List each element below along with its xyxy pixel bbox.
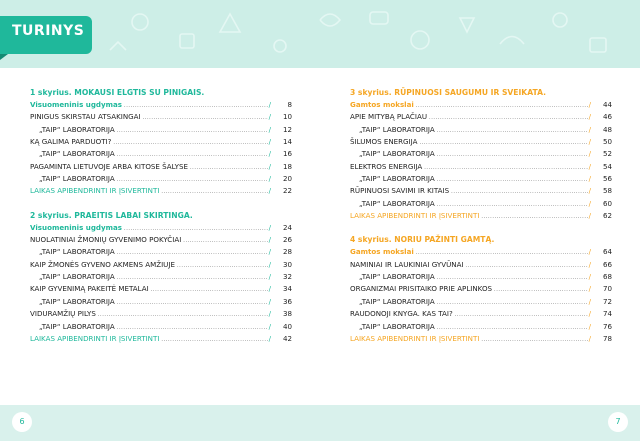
toc-entry-page: 44	[602, 100, 612, 109]
toc-entry-label: VIDURAMŽIŲ PILYS	[30, 309, 96, 319]
toc-entry[interactable]	[30, 283, 292, 295]
toc-entry-label: „TAIP“ LABORATORIJA	[359, 198, 435, 208]
slash-mark: /	[268, 247, 271, 257]
toc-entry-page: 34	[282, 284, 292, 294]
slash-mark: /	[268, 149, 271, 159]
toc-entry-page: 74	[602, 309, 612, 319]
toc-entry[interactable]	[30, 321, 292, 333]
toc-entry[interactable]	[30, 259, 292, 271]
leader-dots	[437, 199, 588, 211]
toc-entry[interactable]	[30, 124, 292, 136]
toc-entry-page: 64	[602, 247, 612, 257]
toc-entry[interactable]	[350, 198, 612, 210]
toc-entry-label: „TAIP“ LABORATORIJA	[39, 124, 115, 134]
toc-entry[interactable]	[350, 246, 612, 258]
toc-entry-page: 20	[282, 174, 292, 184]
toc-entry[interactable]	[30, 173, 292, 185]
toc-entry[interactable]	[30, 185, 292, 197]
chapter-number: 2 skyrius.	[30, 210, 72, 220]
toc-entry-label: Gamtos mokslai	[350, 100, 414, 109]
toc-entry-label: LAIKAS APIBENDRINTI IR ĮSIVERTINTI	[30, 186, 160, 196]
toc-entry-page: 14	[282, 137, 292, 147]
slash-mark: /	[268, 272, 271, 282]
slash-mark: /	[268, 222, 271, 232]
toc-entry-page: 60	[602, 198, 612, 208]
toc-entry[interactable]	[350, 333, 612, 345]
toc-entry-page: 50	[602, 137, 612, 147]
toc-right-column	[350, 87, 612, 357]
leader-dots	[416, 247, 588, 259]
slash-mark: /	[588, 124, 591, 134]
leader-dots	[161, 186, 267, 198]
chapter-number: 1 skyrius.	[30, 88, 72, 97]
slash-mark: /	[268, 186, 271, 196]
leader-dots	[117, 297, 268, 309]
slash-mark: /	[268, 137, 271, 147]
toc-entry-label: RAUDONOJI KNYGA. KAS TAI?	[350, 309, 453, 319]
chapter-number: 4 skyrius.	[350, 235, 392, 245]
slash-mark: /	[588, 186, 591, 196]
slash-mark: /	[268, 235, 271, 245]
leader-dots	[416, 100, 588, 112]
toc-entry[interactable]	[30, 148, 292, 160]
leader-dots	[117, 125, 268, 137]
leader-dots	[429, 112, 588, 124]
toc-entry-page: 78	[602, 333, 612, 343]
toc-entry-label: Gamtos mokslai	[350, 247, 414, 257]
toc-entry[interactable]	[350, 173, 612, 185]
toc-entry-page: 70	[602, 284, 612, 294]
page-title: TURINYS	[12, 23, 85, 39]
toc-entry[interactable]	[350, 111, 612, 123]
toc-entry-page: 12	[282, 124, 292, 134]
toc-entry-page: 18	[282, 161, 292, 171]
toc-entry-label: KAIP ŽMONĖS GYVENO AKMENS AMŽIUJE	[30, 259, 175, 269]
chapter-title: NORIU PAŽINTI GAMTĄ.	[394, 235, 495, 245]
leader-dots	[437, 297, 588, 309]
slash-mark: /	[588, 309, 591, 319]
toc-entry[interactable]	[350, 148, 612, 160]
leader-dots	[98, 309, 268, 321]
leader-dots	[419, 137, 587, 149]
slash-mark: /	[588, 100, 591, 109]
toc-entry-label: „TAIP“ LABORATORIJA	[359, 296, 435, 306]
leader-dots	[437, 322, 588, 334]
slash-mark: /	[268, 296, 271, 306]
toc-entry-label: „TAIP“ LABORATORIJA	[39, 149, 115, 159]
toc-entry-page: 48	[602, 124, 612, 134]
toc-entry[interactable]	[350, 136, 612, 148]
toc-entry-page: 54	[602, 161, 612, 171]
leader-dots	[117, 149, 268, 161]
chapter-2-section	[30, 210, 292, 345]
footer-band	[0, 405, 640, 441]
toc-entry-page: 66	[602, 259, 612, 269]
header-band	[0, 0, 640, 68]
slash-mark: /	[268, 321, 271, 331]
slash-mark: /	[588, 137, 591, 147]
toc-entry-page: 38	[282, 309, 292, 319]
leader-dots	[481, 211, 587, 223]
toc-entry-label: ELEKTROS ENERGIJA	[350, 161, 423, 171]
doodle-pattern-icon	[0, 0, 640, 68]
toc-entry[interactable]	[30, 333, 292, 345]
leader-dots	[424, 162, 587, 174]
leader-dots	[437, 272, 588, 284]
slash-mark: /	[588, 284, 591, 294]
leader-dots	[161, 334, 267, 346]
toc-entry-label: „TAIP“ LABORATORIJA	[359, 321, 435, 331]
toc-entry[interactable]	[30, 296, 292, 308]
leader-dots	[117, 322, 268, 334]
toc-entry-label: LAIKAS APIBENDRINTI IR ĮSIVERTINTI	[350, 333, 480, 343]
toc-entry-page: 30	[282, 259, 292, 269]
slash-mark: /	[268, 174, 271, 184]
chapter-heading	[30, 87, 292, 99]
toc-entry-page: 28	[282, 247, 292, 257]
toc-entry[interactable]	[30, 246, 292, 258]
slash-mark: /	[588, 296, 591, 306]
slash-mark: /	[268, 284, 271, 294]
chapter-4-section	[350, 234, 612, 345]
leader-dots	[183, 235, 267, 247]
toc-entry-page: 68	[602, 272, 612, 282]
chapter-1-section	[30, 87, 292, 198]
toc-entry-label: „TAIP“ LABORATORIJA	[39, 296, 115, 306]
slash-mark: /	[588, 247, 591, 257]
slash-mark: /	[268, 161, 271, 171]
chapter-3-section	[350, 87, 612, 222]
toc-entry[interactable]	[350, 283, 612, 295]
toc-entry[interactable]	[350, 259, 612, 271]
leader-dots	[124, 223, 268, 235]
slash-mark: /	[588, 112, 591, 122]
toc-entry-page: 24	[282, 222, 292, 232]
leader-dots	[437, 125, 588, 137]
chapter-number: 3 skyrius.	[350, 88, 392, 97]
slash-mark: /	[588, 321, 591, 331]
slash-mark: /	[588, 333, 591, 343]
toc-entry-label: KAIP GYVENIMĄ PAKEITĖ METALAI	[30, 284, 149, 294]
slash-mark: /	[268, 100, 271, 109]
toc-entry-label: NUOLATINIAI ŽMONIŲ GYVENIMO POKYČIAI	[30, 235, 182, 245]
toc-entry[interactable]	[30, 234, 292, 246]
leader-dots	[481, 334, 587, 346]
toc-entry[interactable]	[30, 308, 292, 320]
slash-mark: /	[588, 174, 591, 184]
slash-mark: /	[268, 112, 271, 122]
chapter-title: PRAEITIS LABAI SKIRTINGA.	[74, 210, 193, 220]
toc-entry-label: „TAIP“ LABORATORIJA	[39, 174, 115, 184]
toc-entry-page: 26	[282, 235, 292, 245]
toc-entry-page: 72	[602, 296, 612, 306]
chapter-title: RŪPINUOSI SAUGUMU IR SVEIKATA.	[394, 88, 546, 97]
toc-entry-page: 10	[282, 112, 292, 122]
toc-entry-label: PINIGUS SKIRSTAU ATSAKINGAI	[30, 112, 141, 122]
page-number-left: 6	[12, 412, 32, 432]
toc-entry[interactable]	[350, 210, 612, 222]
leader-dots	[190, 162, 268, 174]
toc-entry[interactable]	[30, 111, 292, 123]
toc-entry-label: RŪPINUOSI SAVIMI IR KITAIS	[350, 186, 450, 196]
leader-dots	[437, 174, 588, 186]
slash-mark: /	[268, 333, 271, 343]
toc-entry-label: „TAIP“ LABORATORIJA	[39, 247, 115, 257]
toc-entry-page: 32	[282, 272, 292, 282]
leader-dots	[177, 260, 268, 272]
toc-entry-label: NAMINIAI IR LAUKINIAI GYVŪNAI	[350, 259, 464, 269]
toc-entry-label: ŠILUMOS ENERGIJA	[350, 137, 418, 147]
toc-entry-label: LAIKAS APIBENDRINTI IR ĮSIVERTINTI	[30, 333, 160, 343]
toc-entry-label: ORGANIZMAI PRISITAIKO PRIE APLINKOS	[350, 284, 493, 294]
toc-entry-label: „TAIP“ LABORATORIJA	[359, 174, 435, 184]
toc-entry[interactable]	[30, 161, 292, 173]
toc-entry-label: „TAIP“ LABORATORIJA	[359, 124, 435, 134]
toc-entry[interactable]	[350, 321, 612, 333]
leader-dots	[113, 137, 267, 149]
toc-entry-label: „TAIP“ LABORATORIJA	[39, 272, 115, 282]
slash-mark: /	[268, 259, 271, 269]
chapter-heading	[30, 210, 292, 222]
toc-entry-page: 56	[602, 174, 612, 184]
toc-entry[interactable]	[350, 296, 612, 308]
leader-dots	[124, 100, 268, 112]
toc-entry[interactable]	[350, 308, 612, 320]
toc-entry-page: 8	[287, 100, 292, 109]
leader-dots	[466, 260, 588, 272]
toc-entry-page: 58	[602, 186, 612, 196]
leader-dots	[117, 272, 268, 284]
slash-mark: /	[588, 149, 591, 159]
toc-entry[interactable]	[30, 136, 292, 148]
leader-dots	[143, 112, 268, 124]
toc-entry-page: 62	[602, 211, 612, 221]
toc-entry[interactable]	[350, 99, 612, 111]
toc-left-column	[30, 87, 292, 357]
toc-entry[interactable]	[350, 185, 612, 197]
chapter-heading	[350, 87, 612, 99]
leader-dots	[494, 284, 588, 296]
leader-dots	[437, 149, 588, 161]
toc-entry-label: LAIKAS APIBENDRINTI IR ĮSIVERTINTI	[350, 211, 480, 221]
slash-mark: /	[588, 198, 591, 208]
toc-entry-label: APIE MITYBĄ PLAČIAU	[350, 112, 428, 122]
leader-dots	[455, 309, 588, 321]
toc-entry-label: „TAIP“ LABORATORIJA	[39, 321, 115, 331]
chapter-title: MOKAUSI ELGTIS SU PINIGAIS.	[74, 88, 205, 97]
slash-mark: /	[588, 211, 591, 221]
slash-mark: /	[588, 272, 591, 282]
slash-mark: /	[268, 124, 271, 134]
toc-entry[interactable]	[350, 161, 612, 173]
toc-entry[interactable]	[350, 271, 612, 283]
toc-entry-page: 36	[282, 296, 292, 306]
toc-entry-page: 46	[602, 112, 612, 122]
leader-dots	[451, 186, 587, 198]
toc-entry[interactable]	[30, 271, 292, 283]
slash-mark: /	[588, 161, 591, 171]
toc-entry-label: „TAIP“ LABORATORIJA	[359, 149, 435, 159]
toc-entry-label: Visuomeninis ugdymas	[30, 222, 123, 232]
toc-entry-label: PAGAMINTA LIETUVOJE ARBA KITOSE ŠALYSE	[30, 161, 188, 171]
leader-dots	[151, 284, 268, 296]
toc-entry-page: 76	[602, 321, 612, 331]
toc-entry-page: 42	[282, 333, 292, 343]
page-number-right: 7	[608, 412, 628, 432]
slash-mark: /	[268, 309, 271, 319]
chapter-heading	[350, 234, 612, 246]
toc-entry-page: 40	[282, 321, 292, 331]
leader-dots	[117, 247, 268, 259]
slash-mark: /	[588, 259, 591, 269]
toc-entry[interactable]	[350, 124, 612, 136]
toc-entry[interactable]	[30, 222, 292, 234]
toc-entry-label: KĄ GALIMA PARDUOTI?	[30, 137, 112, 147]
toc-entry[interactable]	[30, 99, 292, 111]
toc-entry-label: Visuomeninis ugdymas	[30, 100, 123, 109]
leader-dots	[117, 174, 268, 186]
toc-entry-page: 22	[282, 186, 292, 196]
toc-entry-page: 52	[602, 149, 612, 159]
toc-entry-label: „TAIP“ LABORATORIJA	[359, 272, 435, 282]
toc-entry-page: 16	[282, 149, 292, 159]
